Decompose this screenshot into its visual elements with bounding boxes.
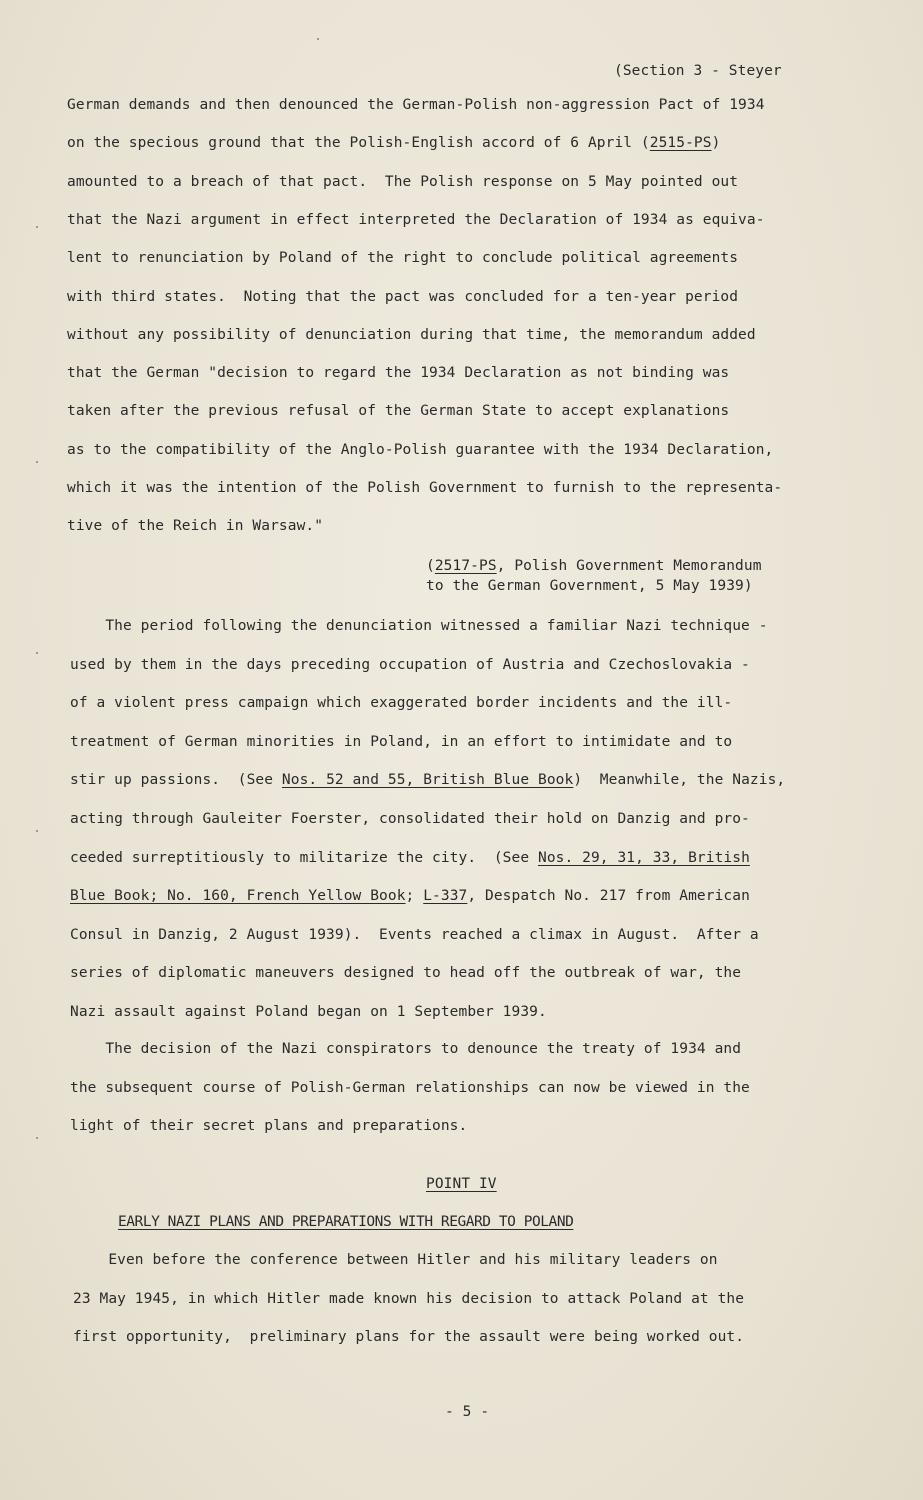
- text-segment: German demands and then denounced the German-Polish non-aggression Pact of 1934: [67, 97, 765, 113]
- text-segment: tive of the Reich in Warsaw.": [67, 518, 324, 534]
- text-line: [70, 1117, 467, 1135]
- section-heading: EARLY NAZI PLANS AND PREPARATIONS WITH REGARD TO POLAND: [118, 1214, 574, 1230]
- text-line: [426, 577, 753, 595]
- text-line: [70, 771, 785, 789]
- text-line: [67, 249, 738, 267]
- text-segment: acting through Gauleiter Foerster, consolidated their hold on Danzig and pro-: [70, 811, 750, 827]
- reference-citation: 2515-PS: [649, 135, 712, 151]
- margin-mark: [36, 830, 38, 832]
- text-segment: ): [711, 135, 721, 151]
- text-segment: used by them in the days preceding occupation of Austria and Czechoslovakia -: [70, 657, 750, 673]
- text-segment: The decision of the Nazi conspirators to denounce the treaty of 1934 and: [70, 1041, 742, 1057]
- text-line: [70, 733, 732, 751]
- text-segment: on the specious ground that the Polish-English accord of 6 April (: [67, 135, 650, 151]
- margin-mark: [36, 1137, 38, 1139]
- text-segment: light of their secret plans and preparations.: [70, 1118, 468, 1134]
- text-segment: as to the compatibility of the Anglo-Polish guarantee with the 1934 Declaration,: [67, 442, 774, 458]
- text-line: [73, 1290, 744, 1308]
- reference-citation: Nos. 29, 31, 33, British: [537, 850, 750, 866]
- text-segment: ceeded surreptitiously to militarize the city. (See: [70, 850, 538, 866]
- text-line: [67, 173, 738, 191]
- text-segment: without any possibility of denunciation during that time, the memorandum added: [67, 327, 756, 343]
- text-line: [70, 926, 759, 944]
- text-line: [67, 441, 773, 459]
- text-segment: the subsequent course of Polish-German relationships can now be viewed in the: [70, 1080, 750, 1096]
- reference-citation: Blue Book; No. 160, French Yellow Book: [70, 888, 406, 904]
- text-line: [67, 134, 720, 152]
- text-line: [73, 1328, 744, 1346]
- section-header: (Section 3 - Steyer: [614, 63, 782, 79]
- margin-mark: [36, 652, 38, 654]
- reference-citation: Nos. 52 and 55, British Blue Book: [281, 772, 574, 788]
- text-line: [70, 810, 750, 828]
- text-line: [73, 1251, 718, 1269]
- margin-mark: [317, 38, 319, 40]
- text-line: [70, 1040, 741, 1058]
- text-line: [70, 617, 768, 635]
- text-segment: to the German Government, 5 May 1939): [426, 578, 753, 594]
- text-segment: that the Nazi argument in effect interpreted the Declaration of 1934 as equiva-: [67, 212, 765, 228]
- text-segment: Nazi assault against Poland began on 1 September 1939.: [70, 1004, 547, 1020]
- text-line: [70, 849, 750, 867]
- text-segment: which it was the intention of the Polish Government to furnish to the representa-: [67, 480, 783, 496]
- text-line: [67, 96, 765, 114]
- text-segment: Consul in Danzig, 2 August 1939). Events reached a climax in August. After a: [70, 927, 759, 943]
- text-segment: of a violent press campaign which exaggerated border incidents and the ill-: [70, 695, 733, 711]
- text-line: [70, 656, 750, 674]
- text-segment: stir up passions. (See: [70, 772, 282, 788]
- text-segment: ) Meanwhile, the Nazis,: [573, 772, 786, 788]
- page-number: - 5 -: [445, 1404, 490, 1420]
- text-segment: treatment of German minorities in Poland, in an effort to intimidate and to: [70, 734, 733, 750]
- text-line: [67, 479, 782, 497]
- text-line: [70, 1003, 547, 1021]
- text-line: [67, 326, 756, 344]
- text-line: [70, 1079, 750, 1097]
- text-segment: , Polish Government Memorandum: [496, 558, 762, 574]
- citation-open-paren: (: [426, 558, 435, 574]
- text-line: [426, 557, 762, 575]
- text-segment: amounted to a breach of that pact. The Polish response on 5 May pointed out: [67, 174, 739, 190]
- text-line: [70, 694, 732, 712]
- text-line: [67, 211, 765, 229]
- margin-mark: [36, 461, 38, 463]
- text-line: [70, 887, 750, 905]
- text-line: [67, 402, 729, 420]
- text-segment: taken after the previous refusal of the German State to accept explanations: [67, 403, 730, 419]
- text-segment: with third states. Noting that the pact was concluded for a ten-year period: [67, 289, 739, 305]
- text-line: [67, 517, 323, 535]
- text-segment: , Despatch No. 217 from American: [467, 888, 750, 904]
- text-line: [67, 288, 738, 306]
- text-segment: 23 May 1945, in which Hitler made known his decision to attack Poland at the: [73, 1291, 745, 1307]
- text-segment: Even before the conference between Hitler and his military leaders on: [73, 1252, 718, 1268]
- text-segment: first opportunity, preliminary plans for the assault were being worked out.: [73, 1329, 745, 1345]
- reference-citation: L-337: [423, 888, 468, 904]
- text-segment: that the German "decision to regard the 1934 Declaration as not binding was: [67, 365, 730, 381]
- point-heading: POINT IV: [426, 1176, 497, 1192]
- text-line: [67, 364, 729, 382]
- text-segment: series of diplomatic maneuvers designed to head off the outbreak of war, the: [70, 965, 742, 981]
- margin-mark: [36, 226, 38, 228]
- text-segment: The period following the denunciation witnessed a familiar Nazi technique -: [70, 618, 768, 634]
- text-line: [70, 964, 741, 982]
- text-segment: ;: [405, 888, 424, 904]
- text-segment: lent to renunciation by Poland of the right to conclude political agreements: [67, 250, 739, 266]
- reference-citation: 2517-PS: [434, 558, 497, 574]
